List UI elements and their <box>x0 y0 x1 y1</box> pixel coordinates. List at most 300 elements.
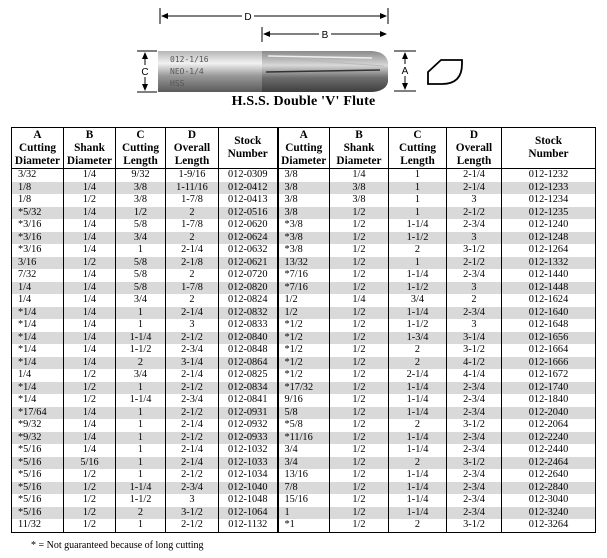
table-cell: 7/8 <box>278 482 330 495</box>
table-cell: 2-3/4 <box>447 382 502 395</box>
table-cell: 3-1/4 <box>166 357 219 370</box>
table-cell: *1/2 <box>278 344 330 357</box>
table-cell: 2 <box>389 419 447 432</box>
table-cell: 2-1/4 <box>389 369 447 382</box>
table-cell: 1-7/8 <box>166 219 219 232</box>
table-cell: 1 <box>278 507 330 520</box>
column-header-line: Cutting <box>18 141 57 154</box>
table-cell: 012-1032 <box>219 444 278 457</box>
column-header <box>219 128 278 169</box>
specs-table <box>11 127 596 533</box>
column-header <box>116 128 166 169</box>
table-cell: 2-1/4 <box>447 182 502 195</box>
table-cell: 2-3/4 <box>447 444 502 457</box>
table-cell: 1/4 <box>330 169 389 182</box>
table-cell: 2-1/2 <box>166 469 219 482</box>
table-cell: 012-0832 <box>219 307 278 320</box>
table-cell: 3-1/2 <box>447 244 502 257</box>
table-row <box>12 519 596 532</box>
table-cell: 1 <box>116 407 166 420</box>
table-cell: 3/8 <box>116 182 166 195</box>
table-cell: 2 <box>389 519 447 532</box>
column-header-line: Overall <box>173 141 211 154</box>
table-cell: 1/4 <box>64 207 116 220</box>
table-cell: 012-1332 <box>502 257 596 270</box>
table-cell: 012-2040 <box>502 407 596 420</box>
table-cell: 2-3/4 <box>166 482 219 495</box>
table-cell: 1-1/2 <box>389 282 447 295</box>
table-cell: 1/4 <box>64 282 116 295</box>
table-cell: *1/4 <box>12 344 64 357</box>
table-cell: 1 <box>116 307 166 320</box>
table-cell: 1 <box>116 457 166 470</box>
table-cell: 13/16 <box>278 469 330 482</box>
table-cell: 1/4 <box>64 357 116 370</box>
table-cell: 012-1048 <box>219 494 278 507</box>
table-cell: 3-1/2 <box>447 519 502 532</box>
column-header-line: Overall <box>455 141 493 154</box>
table-cell: 3/8 <box>330 182 389 195</box>
table-cell: 012-2240 <box>502 432 596 445</box>
table-cell: 012-1064 <box>219 507 278 520</box>
table-cell: *7/16 <box>278 282 330 295</box>
dimension-d-label: D <box>244 12 252 23</box>
table-cell: 1/2 <box>330 257 389 270</box>
table-cell: 1/2 <box>330 269 389 282</box>
table-cell: 012-1248 <box>502 232 596 245</box>
table-cell: 1 <box>116 519 166 532</box>
table-cell: 1/4 <box>64 319 116 332</box>
table-cell: 3 <box>447 282 502 295</box>
table-cell: 012-1648 <box>502 319 596 332</box>
table-cell: 012-2640 <box>502 469 596 482</box>
table-cell: 5/8 <box>116 219 166 232</box>
table-cell: 012-1033 <box>219 457 278 470</box>
table-cell: 2 <box>389 244 447 257</box>
table-row <box>12 307 596 320</box>
table-cell: 2-1/2 <box>447 257 502 270</box>
column-header <box>502 128 596 169</box>
column-header-line: Number <box>528 148 569 160</box>
table-cell: 4-1/4 <box>447 369 502 382</box>
table-row <box>12 294 596 307</box>
column-header-line: Length <box>456 154 492 167</box>
table-cell: 2 <box>447 294 502 307</box>
table-cell: 1 <box>116 319 166 332</box>
table-cell: *1/4 <box>12 357 64 370</box>
table-cell: 1/2 <box>330 469 389 482</box>
table-cell: 1/4 <box>64 169 116 182</box>
table-cell: 1-1/4 <box>389 269 447 282</box>
table-cell: *7/16 <box>278 269 330 282</box>
column-header-line: Cutting <box>398 141 437 154</box>
table-cell: 1 <box>116 432 166 445</box>
table-cell: 3/4 <box>116 294 166 307</box>
table-cell: 9/16 <box>278 394 330 407</box>
table-cell: 012-1624 <box>502 294 596 307</box>
table-cell: 2-3/4 <box>447 269 502 282</box>
table-cell: 5/8 <box>116 269 166 282</box>
table-cell: 5/8 <box>116 282 166 295</box>
table-cell: 1 <box>116 419 166 432</box>
table-cell: 3/8 <box>278 182 330 195</box>
table-cell: 3/32 <box>12 169 64 182</box>
table-cell: 3/8 <box>330 194 389 207</box>
table-cell: 1/2 <box>330 382 389 395</box>
table-cell: 1/2 <box>330 394 389 407</box>
table-cell: 1/2 <box>64 519 116 532</box>
table-cell: 012-1234 <box>502 194 596 207</box>
table-cell: 2-1/2 <box>166 407 219 420</box>
table-cell: 1/4 <box>64 244 116 257</box>
table-cell: 1/2 <box>64 369 116 382</box>
table-cell: 1-1/4 <box>389 382 447 395</box>
dimension-c <box>137 51 157 92</box>
table-cell: 1/2 <box>330 494 389 507</box>
table-cell: 012-2064 <box>502 419 596 432</box>
table-cell: 1 <box>389 257 447 270</box>
table-cell: 012-0516 <box>219 207 278 220</box>
table-cell: 1/4 <box>64 332 116 345</box>
table-cell: 1/2 <box>64 382 116 395</box>
table-cell: 012-0840 <box>219 332 278 345</box>
table-row <box>12 332 596 345</box>
table-cell: 3/8 <box>278 194 330 207</box>
table-cell: 2 <box>166 269 219 282</box>
table-cell: 3 <box>447 319 502 332</box>
table-cell: 1/2 <box>278 307 330 320</box>
table-cell: 1/4 <box>64 419 116 432</box>
table-cell: *5/16 <box>12 482 64 495</box>
table-row <box>12 419 596 432</box>
table-cell: 3/16 <box>12 257 64 270</box>
table-row <box>12 344 596 357</box>
table-cell: *1/4 <box>12 332 64 345</box>
table-row <box>12 244 596 257</box>
table-cell: 2-3/4 <box>447 469 502 482</box>
table-cell: 1/2 <box>116 207 166 220</box>
table-cell: 1/4 <box>64 444 116 457</box>
table-cell: 1-1/4 <box>389 469 447 482</box>
table-cell: 012-1040 <box>219 482 278 495</box>
table-cell: 13/32 <box>278 257 330 270</box>
column-header-line: Diameter <box>14 154 61 167</box>
table-cell: *5/32 <box>12 207 64 220</box>
table-cell: 1-1/4 <box>389 444 447 457</box>
table-cell: 1-1/4 <box>389 307 447 320</box>
table-cell: 1/2 <box>330 282 389 295</box>
table-cell: 1 <box>389 182 447 195</box>
table-cell: 1-1/2 <box>389 232 447 245</box>
table-cell: *1/4 <box>12 382 64 395</box>
column-header-line: Diameter <box>336 154 382 167</box>
table-cell: 012-3040 <box>502 494 596 507</box>
column-header <box>64 128 116 169</box>
table-row <box>12 282 596 295</box>
table-cell: 2-3/4 <box>166 344 219 357</box>
table-cell: *5/16 <box>12 469 64 482</box>
table-cell: *3/16 <box>12 244 64 257</box>
table-cell: 1 <box>116 444 166 457</box>
table-cell: 1-1/4 <box>116 332 166 345</box>
table-cell: 2 <box>166 232 219 245</box>
column-header-line: D <box>187 128 197 141</box>
table-row <box>12 257 596 270</box>
table-cell: 012-1666 <box>502 357 596 370</box>
table-cell: 2-1/4 <box>447 169 502 182</box>
table-cell: 2-3/4 <box>447 307 502 320</box>
table-cell: 012-0620 <box>219 219 278 232</box>
table-cell: 2-1/4 <box>166 444 219 457</box>
column-header-line: C <box>136 128 145 141</box>
table-cell: 1/4 <box>64 344 116 357</box>
table-cell: *1/2 <box>278 319 330 332</box>
table-row <box>12 407 596 420</box>
table-cell: 1/2 <box>64 469 116 482</box>
table-cell: 3 <box>447 194 502 207</box>
dimension-c-label: C <box>141 67 149 78</box>
svg-text:012-1/16: 012-1/16 <box>170 55 209 64</box>
table-cell: 1/8 <box>12 182 64 195</box>
table-cell: 012-0621 <box>219 257 278 270</box>
table-cell: 9/32 <box>116 169 166 182</box>
table-cell: *3/8 <box>278 219 330 232</box>
table-cell: 012-1264 <box>502 244 596 257</box>
table-cell: 3-1/2 <box>166 507 219 520</box>
table-cell: 012-0848 <box>219 344 278 357</box>
table-cell: 1/2 <box>330 482 389 495</box>
table-cell: *3/8 <box>278 232 330 245</box>
table-cell: 2-1/4 <box>166 457 219 470</box>
column-header-line: Cutting <box>285 141 323 154</box>
table-cell: *5/16 <box>12 494 64 507</box>
table-cell: 1-1/4 <box>389 482 447 495</box>
table-cell: 2-3/4 <box>447 394 502 407</box>
header-row <box>12 128 596 169</box>
table-cell: 3/4 <box>278 457 330 470</box>
table-cell: 012-1235 <box>502 207 596 220</box>
table-cell: *9/32 <box>12 419 64 432</box>
table-cell: 1/4 <box>330 294 389 307</box>
column-header-line: Shank <box>343 141 375 154</box>
table-cell: 1/2 <box>330 307 389 320</box>
table-cell: 2-1/4 <box>166 307 219 320</box>
table-cell: 2 <box>116 357 166 370</box>
table-cell: 012-1740 <box>502 382 596 395</box>
column-header-line: A <box>299 128 308 141</box>
column-header-line: A <box>33 128 42 141</box>
table-cell: 1/2 <box>64 494 116 507</box>
table-row <box>12 182 596 195</box>
table-cell: 012-0834 <box>219 382 278 395</box>
table-cell: 2 <box>116 507 166 520</box>
table-cell: *9/32 <box>12 432 64 445</box>
column-header <box>278 128 330 169</box>
table-cell: *3/8 <box>278 244 330 257</box>
table-row <box>12 169 596 182</box>
table-cell: 1/4 <box>64 182 116 195</box>
table-cell: *5/16 <box>12 507 64 520</box>
table-cell: *1/2 <box>278 332 330 345</box>
table-cell: 3 <box>166 494 219 507</box>
table-cell: 2-1/2 <box>166 332 219 345</box>
table-cell: 012-1656 <box>502 332 596 345</box>
table-cell: 3/4 <box>116 232 166 245</box>
table-cell: 1-1/4 <box>389 494 447 507</box>
table-cell: 1/4 <box>12 282 64 295</box>
table-cell: 1/2 <box>330 444 389 457</box>
table-cell: *5/16 <box>12 444 64 457</box>
table-cell: 1/2 <box>330 407 389 420</box>
table-cell: 1/2 <box>330 219 389 232</box>
table-cell: 1/2 <box>64 257 116 270</box>
table-cell: 1/8 <box>12 194 64 207</box>
table-cell: 1/2 <box>330 519 389 532</box>
table-cell: 012-0309 <box>219 169 278 182</box>
table-cell: 1-1/4 <box>116 394 166 407</box>
table-cell: 012-1840 <box>502 394 596 407</box>
table-cell: 1-1/2 <box>116 344 166 357</box>
table-cell: 2 <box>389 344 447 357</box>
column-header <box>389 128 447 169</box>
table-row <box>12 482 596 495</box>
table-cell: 2-1/4 <box>166 419 219 432</box>
table-cell: 012-1440 <box>502 269 596 282</box>
column-header-line: B <box>355 128 363 141</box>
table-cell: 012-1240 <box>502 219 596 232</box>
table-cell: 1/2 <box>330 432 389 445</box>
table-cell: 1/2 <box>64 507 116 520</box>
dimension-b-label: B <box>321 30 329 41</box>
table-cell: 1/2 <box>64 194 116 207</box>
table-cell: 1 <box>389 207 447 220</box>
table-cell: 5/16 <box>64 457 116 470</box>
table-cell: 2-3/4 <box>447 482 502 495</box>
table-cell: 5/8 <box>278 407 330 420</box>
table-cell: 1 <box>389 169 447 182</box>
table-cell: 2-1/2 <box>166 519 219 532</box>
table-row <box>12 357 596 370</box>
table-row <box>12 444 596 457</box>
table-cell: 1-1/4 <box>389 407 447 420</box>
table-cell: 1-1/4 <box>389 394 447 407</box>
table-cell: 1 <box>116 382 166 395</box>
column-header-line: Diameter <box>66 154 113 167</box>
table-cell: 3-1/2 <box>447 419 502 432</box>
table-cell: 012-0841 <box>219 394 278 407</box>
table-cell: 1-1/4 <box>389 432 447 445</box>
table-cell: 2-1/4 <box>166 369 219 382</box>
table-cell: 2-3/4 <box>166 394 219 407</box>
table-cell: *1/2 <box>278 369 330 382</box>
table-cell: *17/64 <box>12 407 64 420</box>
column-header-line: Diameter <box>281 154 327 167</box>
table-cell: 1/2 <box>330 319 389 332</box>
table-cell: 3/8 <box>278 169 330 182</box>
table-cell: 012-0624 <box>219 232 278 245</box>
column-header <box>12 128 64 169</box>
column-header-line: D <box>469 128 479 141</box>
table-row <box>12 194 596 207</box>
table-cell: *3/16 <box>12 219 64 232</box>
table-row <box>12 269 596 282</box>
dimension-d <box>160 8 388 24</box>
table-cell: 2-1/2 <box>166 432 219 445</box>
table-cell: 012-0820 <box>219 282 278 295</box>
table-cell: 012-1034 <box>219 469 278 482</box>
table-cell: 012-0720 <box>219 269 278 282</box>
table-cell: *3/16 <box>12 232 64 245</box>
table-cell: 012-0864 <box>219 357 278 370</box>
table-cell: 1/4 <box>64 232 116 245</box>
column-header <box>447 128 502 169</box>
table-cell: 1-9/16 <box>166 169 219 182</box>
table-cell: 012-0932 <box>219 419 278 432</box>
table-cell: *1 <box>278 519 330 532</box>
table-cell: 1/2 <box>330 457 389 470</box>
table-cell: *1/4 <box>12 394 64 407</box>
column-header <box>330 128 389 169</box>
table-cell: 3/8 <box>116 194 166 207</box>
dimension-a <box>394 51 416 91</box>
v-profile-icon <box>428 60 462 84</box>
table-cell: 5/8 <box>116 257 166 270</box>
table-cell: 1 <box>116 244 166 257</box>
table-cell: 1/2 <box>64 394 116 407</box>
table-cell: 1/2 <box>330 232 389 245</box>
table-cell: 012-1448 <box>502 282 596 295</box>
table-cell: 1/2 <box>330 369 389 382</box>
table-cell: 1/2 <box>64 482 116 495</box>
table-cell: 1-1/2 <box>116 494 166 507</box>
column-header-line: C <box>413 128 422 141</box>
table-cell: 012-1233 <box>502 182 596 195</box>
table-row <box>12 469 596 482</box>
table-cell: *1/4 <box>12 319 64 332</box>
table-cell: 1-1/2 <box>389 319 447 332</box>
table-cell: 2 <box>389 357 447 370</box>
table-cell: 4-1/2 <box>447 357 502 370</box>
column-header-line: B <box>85 128 94 141</box>
table-cell: 012-1672 <box>502 369 596 382</box>
table-cell: 2-3/4 <box>447 432 502 445</box>
table-cell: 012-2840 <box>502 482 596 495</box>
table-cell: 1/4 <box>64 294 116 307</box>
table-cell: 1/4 <box>64 219 116 232</box>
table-cell: 3-1/2 <box>447 457 502 470</box>
table-cell: 11/32 <box>12 519 64 532</box>
table-cell: 3/4 <box>116 369 166 382</box>
table-cell: 012-3264 <box>502 519 596 532</box>
table-cell: 012-0413 <box>219 194 278 207</box>
column-header-line: Stock <box>234 135 262 147</box>
table-cell: 1/2 <box>330 344 389 357</box>
table-cell: 3/4 <box>278 444 330 457</box>
table-cell: 012-0632 <box>219 244 278 257</box>
table-cell: 15/16 <box>278 494 330 507</box>
table-row <box>12 432 596 445</box>
dimension-b <box>262 27 387 42</box>
table-cell: *1/2 <box>278 357 330 370</box>
column-header-line: Stock <box>535 135 562 147</box>
footnote: * = Not guaranteed because of long cutting <box>31 540 204 551</box>
svg-text:NEO-1/4: NEO-1/4 <box>170 67 204 76</box>
table-row <box>12 207 596 220</box>
table-row <box>12 382 596 395</box>
table-row <box>12 369 596 382</box>
table-cell: 1 <box>389 194 447 207</box>
table-cell: 1/4 <box>64 269 116 282</box>
